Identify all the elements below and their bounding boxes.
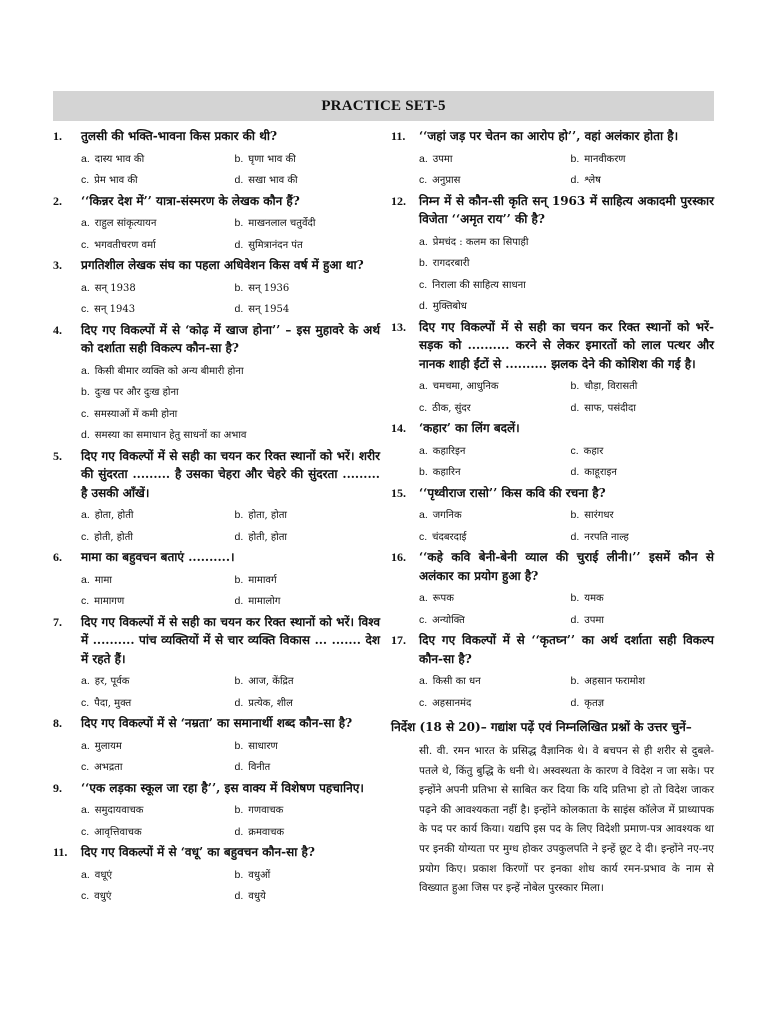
right-question-list (391, 127, 714, 714)
question-number: 2. (53, 193, 62, 208)
answer-option (419, 462, 563, 484)
option-letter: d. (570, 466, 580, 478)
option-letter: a. (81, 509, 90, 521)
option-text: दुःख पर और दुःख होना (94, 387, 179, 398)
option-letter: b. (570, 380, 580, 392)
option-text: चमचमा, आधुनिक (432, 381, 499, 392)
option-letter: d. (234, 825, 244, 838)
option-text: प्रेम भाव की (94, 175, 138, 186)
answer-option (81, 570, 227, 592)
question-number: 9. (53, 780, 62, 795)
option-text: पैदा, मुक्त (94, 697, 132, 709)
question-item (53, 256, 380, 321)
option-letter: d. (234, 530, 244, 543)
answer-option (235, 671, 381, 693)
answer-option (235, 736, 381, 758)
answer-option (235, 886, 381, 908)
option-text: आवृत्तिवाचक (94, 826, 142, 838)
option-text: होता, होती (94, 510, 134, 521)
option-text: होता, होता (248, 510, 288, 521)
answer-option (235, 693, 381, 715)
question-text: दिए गए विकल्पों में से ‘नम्रता’ का समानार्थी शब्द कौन-सा है? (81, 716, 353, 730)
answer-option (81, 865, 227, 887)
option-letter: a. (419, 235, 428, 248)
question-item (53, 548, 380, 613)
practice-set-banner (53, 91, 714, 121)
option-list (419, 376, 714, 419)
option-letter: d. (570, 696, 580, 709)
answer-option (571, 462, 715, 484)
answer-option (419, 693, 563, 715)
option-letter: b. (570, 509, 580, 521)
option-text: काहूराइन (584, 467, 617, 478)
option-text: श्लेष (584, 175, 601, 186)
answer-option (419, 275, 714, 297)
answer-option (419, 671, 563, 693)
option-letter: b. (570, 592, 580, 604)
option-text: कहारिइन (432, 445, 466, 457)
answer-option (419, 527, 563, 549)
question-text: ‘‘जहां जड़ पर चेतन का आरोप हो’’, वहां अलंकार होता है। (419, 129, 679, 143)
option-letter: c. (81, 303, 90, 315)
question-text: मामा का बहुवचन बताएं ..........। (81, 550, 235, 564)
answer-option (81, 235, 227, 257)
question-number: 6. (53, 550, 62, 564)
option-letter: d. (234, 761, 244, 773)
option-list (81, 736, 380, 779)
answer-option (571, 610, 715, 632)
option-text: रागदरबारी (432, 258, 470, 269)
option-text: अन्योक्ति (432, 614, 465, 626)
question-text: दिए गए विकल्पों में से ‘‘कृतघ्न’’ का अर्थ दर्शाता सही विकल्प कौन-सा है? (419, 633, 714, 666)
answer-option (81, 299, 227, 321)
option-text: किसी बीमार व्यक्ति को अन्य बीमारी होना (94, 365, 244, 377)
option-letter: d. (234, 696, 244, 709)
answer-option (571, 693, 715, 715)
question-item (391, 419, 714, 484)
option-list (419, 441, 714, 484)
option-letter: c. (419, 696, 428, 709)
question-text: ‘‘पृथ्वीराज रासो’’ किस कवि की रचना है? (419, 485, 606, 500)
answer-option (419, 376, 563, 398)
option-letter: b. (234, 675, 244, 687)
answer-option (235, 149, 381, 171)
option-text: साधारण (248, 740, 278, 752)
option-text: उपमा (584, 614, 604, 626)
question-item (53, 779, 380, 844)
option-text: वधुये (248, 891, 266, 902)
question-number: 5. (53, 448, 62, 463)
question-number: 4. (53, 322, 62, 337)
option-text: किसी का धन (432, 676, 481, 687)
option-letter: c. (81, 407, 90, 420)
answer-option (81, 404, 380, 426)
question-item (391, 548, 714, 631)
option-letter: b. (234, 868, 244, 881)
answer-option (81, 278, 227, 300)
question-item (391, 631, 714, 714)
option-letter: c. (419, 174, 428, 186)
option-letter: d. (419, 300, 428, 312)
question-item (391, 192, 714, 318)
answer-option (571, 588, 715, 610)
option-letter: d. (570, 401, 580, 414)
option-letter: d. (570, 530, 580, 543)
option-text: यमक (584, 593, 604, 604)
answer-option (235, 278, 381, 300)
answer-option (419, 398, 563, 420)
option-text: जगनिक (432, 510, 462, 521)
answer-option (571, 671, 715, 693)
option-text: सन् 1943 (94, 304, 136, 315)
option-letter: b. (81, 386, 90, 398)
answer-option (235, 865, 381, 887)
option-text: चौड़ा, विरासती (584, 381, 638, 392)
option-text: समस्याओं में कमी होना (94, 408, 178, 420)
answer-option (235, 570, 381, 592)
question-number: 3. (53, 258, 62, 272)
option-letter: c. (419, 401, 428, 414)
answer-option (81, 361, 380, 383)
question-number: 11. (53, 845, 68, 859)
option-text: ठीक, सुंदर (432, 402, 471, 414)
option-letter: b. (570, 152, 580, 165)
option-text: घृणा भाव की (248, 153, 296, 165)
option-text: कहारिन (432, 467, 461, 478)
answer-option (81, 527, 227, 549)
option-letter: a. (81, 217, 90, 229)
option-text: कहार (583, 445, 604, 457)
option-text: सखा भाव की (248, 175, 298, 186)
question-number: 11. (391, 129, 406, 143)
option-letter: d. (234, 890, 244, 902)
question-item (391, 127, 714, 192)
answer-option (419, 253, 714, 275)
option-text: मामागण (94, 596, 125, 607)
option-letter: d. (81, 429, 90, 441)
option-letter: c. (81, 825, 90, 838)
answer-option (81, 671, 227, 693)
option-list (419, 149, 714, 192)
answer-option (419, 610, 563, 632)
question-number: 15. (391, 485, 406, 500)
question-text: दिए गए विकल्पों में से सही का चयन कर रिक्त स्थानों को भरें। विश्व में .......... पांच व्यक्तियों में से चार व्यक्ति विकास ... ....... देश में रहते हैं। (81, 614, 380, 666)
option-list (419, 588, 714, 631)
option-text: अहसानमंद (432, 697, 472, 709)
question-text: निम्न में से कौन-सी कृति सन् 1963 में साहित्य अकादमी पुरस्कार विजेता ‘‘अमृत राय’’ की है? (419, 193, 714, 226)
option-list (81, 361, 380, 447)
option-letter: c. (81, 890, 90, 902)
question-item (391, 318, 714, 420)
question-text: प्रगतिशील लेखक संघ का पहला अधिवेशन किस वर्ष में हुआ था? (81, 258, 364, 272)
option-letter: a. (81, 804, 90, 816)
question-text: दिए गए विकल्पों में से सही का चयन कर रिक्त स्थानों को भरें- सड़क को .......... करने से लेकर इमारतों को लाल पत्थर और नानक शाही ईंटों से .......... झलक देने की कोशिश की गई है। (419, 319, 714, 371)
question-item (53, 447, 380, 549)
option-letter: d. (234, 303, 244, 315)
option-letter: d. (234, 174, 244, 186)
answer-option (571, 170, 715, 192)
option-letter: b. (570, 675, 580, 687)
answer-option (571, 376, 715, 398)
answer-option (81, 505, 227, 527)
option-letter: a. (81, 739, 90, 752)
answer-option (419, 232, 714, 254)
option-list (419, 232, 714, 318)
option-letter: a. (419, 152, 428, 165)
option-text: सारंगधर (584, 510, 614, 521)
option-letter: c. (81, 238, 90, 251)
option-letter: c. (81, 696, 90, 709)
question-item (53, 613, 380, 715)
option-text: माखनलाल चतुर्वेदी (248, 218, 316, 229)
option-text: मुक्तिबोध (432, 301, 467, 312)
question-text: दिए गए विकल्पों में से सही का चयन कर रिक्त स्थानों को भरें। शरीर की सुंदरता ......... है उसका चेहरा और चेहरे की सुंदरता ......... है उसकी आँखें। (81, 448, 380, 500)
option-text: साफ, पसंदीदा (584, 402, 636, 414)
option-text: होती, होता (248, 531, 288, 543)
answer-option (235, 527, 381, 549)
option-text: वधुओं (248, 869, 271, 881)
option-letter: d. (234, 595, 244, 607)
answer-option (571, 527, 715, 549)
option-text: मुलायम (94, 740, 122, 752)
option-text: अभद्रता (94, 762, 123, 773)
option-text: मानवीकरण (584, 153, 626, 165)
answer-option (235, 235, 381, 257)
option-text: प्रत्येक, शील (248, 697, 293, 709)
answer-option (81, 757, 227, 779)
option-letter: a. (81, 281, 90, 294)
reading-passage: सी. वी. रमन भारत के प्रसिद्ध वैज्ञानिक थे। वे बचपन से ही शरीर से दुबले-पतले थे, किंतु बुद्धि के धनी थे। अस्वस्थता के कारण वे विदेश न जा सके। पर इन्होंने अपनी प्रतिभा से साबित कर दिया कि यदि प्रतिभा हो तो विदेश जाकर पढ़ने की आवश्यकता नहीं है। इन्होंने कोलकाता के साइंस कॉलेज में प्राध्यापक के पद पर कार्य किया। यद्यपि इस पद के लिए विदेशी प्रमाण-पत्र आवश्यक था पर इनकी योग्यता पर मुग्ध होकर उपकुलपति ने इन्हें छूट दे दी। इन्होंने नए-नए प्रयोग किए। प्रकाश किरणों पर इनका शोध कार्य रमन-प्रभाव के नाम से विख्यात हुआ जिस पर इन्हें नोबेल पुरस्कार मिला। (419, 745, 714, 895)
question-text: ‘कहार’ का लिंग बदलें। (419, 421, 520, 435)
option-letter: d. (570, 174, 580, 186)
option-text: गणवाचक (248, 805, 284, 816)
answer-option (419, 170, 563, 192)
answer-option (235, 299, 381, 321)
page-title: PRACTICE SET-5 (321, 97, 446, 114)
answer-option (81, 886, 227, 908)
option-text: उपमा (432, 153, 453, 165)
answer-option (81, 213, 227, 235)
question-text: तुलसी की भक्ति-भावना किस प्रकार की थी? (81, 129, 277, 143)
question-text: दिए गए विकल्पों में से ‘वधू’ का बहुवचन कौन-सा है? (81, 845, 315, 859)
option-list (81, 800, 380, 843)
question-item (53, 321, 380, 447)
option-text: सन् 1936 (248, 282, 290, 294)
option-letter: b. (234, 152, 244, 165)
question-item (391, 484, 714, 549)
option-list (81, 505, 380, 548)
question-number: 12. (391, 193, 406, 208)
option-letter: a. (81, 675, 90, 687)
option-list (81, 671, 380, 714)
option-letter: b. (419, 257, 428, 269)
option-text: सुमित्रानंदन पंत (248, 239, 303, 251)
option-text: वधुएं (94, 891, 112, 902)
option-text: अहसान फरामोश (584, 676, 646, 687)
passage-directions: निर्देश (18 से 20)– गद्यांश पढ़ें एवं निम्नलिखित प्रश्नों के उत्तर चुनें– (391, 720, 692, 734)
option-letter: d. (234, 238, 244, 251)
option-letter: a. (419, 592, 428, 604)
answer-option (235, 170, 381, 192)
option-text: दास्य भाव की (94, 153, 145, 165)
question-text: दिए गए विकल्पों में से ‘कोढ़ में खाज होना’’ – इस मुहावरे के अर्थ को दर्शाता सही विकल्प कौन-सा है? (81, 322, 380, 355)
option-letter: a. (81, 364, 90, 377)
answer-option (235, 800, 381, 822)
option-list (81, 149, 380, 192)
option-text: अनुप्रास (432, 175, 461, 186)
option-letter: a. (419, 509, 428, 521)
option-letter: a. (419, 380, 428, 392)
answer-option (419, 149, 563, 171)
option-text: मामा (94, 574, 112, 586)
answer-option (571, 149, 715, 171)
option-letter: c. (419, 530, 428, 543)
question-item (53, 127, 380, 192)
option-text: मामालोग (248, 596, 281, 607)
answer-option (419, 296, 714, 318)
answer-option (235, 591, 381, 613)
question-number: 8. (53, 716, 62, 730)
question-text: ‘‘कहे कवि बेनी-बेनी व्याल की चुराई लीनी।’’ इसमें कौन से अलंकार का प्रयोग हुआ है? (419, 550, 714, 583)
answer-option (235, 822, 381, 844)
option-list (419, 671, 714, 714)
option-text: विनीत (248, 762, 271, 773)
question-text: ‘‘एक लड़का स्कूल जा रहा है’’, इस वाक्य में विशेषण पहचानिए। (81, 780, 364, 795)
option-letter: b. (234, 509, 244, 521)
option-text: समुदायवाचक (94, 805, 144, 816)
answer-option (419, 505, 563, 527)
option-text: आज, केंद्रित (248, 676, 294, 687)
option-letter: c. (81, 174, 90, 186)
answer-option (419, 441, 563, 463)
option-text: प्रेमचंद : कलम का सिपाही (432, 236, 529, 248)
answer-option (81, 693, 227, 715)
option-text: सन् 1954 (248, 304, 290, 315)
answer-option (81, 591, 227, 613)
option-text: क्रमवाचक (248, 826, 285, 838)
question-number: 16. (391, 550, 406, 564)
question-number: 17. (391, 633, 406, 647)
answer-option (81, 382, 380, 404)
answer-option (571, 441, 715, 463)
left-question-column (53, 127, 380, 908)
option-text: हर, पूर्वक (94, 676, 130, 687)
answer-option (81, 170, 227, 192)
option-letter: c. (419, 613, 428, 626)
option-text: चंदबरदाई (432, 531, 467, 543)
option-letter: c. (81, 761, 90, 773)
answer-option (571, 505, 715, 527)
right-question-column (391, 127, 714, 899)
question-item (53, 843, 380, 908)
option-text: राहुल सांकृत्यायन (94, 218, 157, 229)
answer-option (235, 757, 381, 779)
option-letter: d. (570, 613, 580, 626)
question-number: 13. (391, 319, 406, 334)
option-letter: c. (570, 444, 579, 457)
option-text: रूपक (432, 593, 454, 604)
option-letter: a. (81, 868, 90, 881)
option-letter: a. (81, 573, 90, 586)
option-text: नरपति नाल्ह (584, 531, 629, 543)
answer-option (81, 736, 227, 758)
option-list (81, 570, 380, 613)
option-text: मामावर्ग (248, 574, 277, 586)
option-list (419, 505, 714, 548)
option-letter: b. (234, 739, 244, 752)
question-number: 1. (53, 129, 62, 143)
question-number: 7. (53, 614, 62, 629)
option-letter: c. (81, 530, 90, 543)
option-letter: b. (234, 573, 244, 586)
question-item (53, 714, 380, 779)
option-letter: c. (81, 595, 90, 607)
answer-option (81, 822, 227, 844)
option-letter: a. (81, 152, 90, 165)
option-text: भगवतीचरण वर्मा (94, 239, 156, 251)
option-text: निराला की साहित्य साधना (432, 279, 526, 291)
answer-option (419, 588, 563, 610)
question-number: 14. (391, 421, 406, 435)
question-text: ‘‘किन्नर देश में’’ यात्रा-संस्मरण के लेखक कौन हैं? (81, 193, 300, 208)
option-letter: b. (234, 217, 244, 229)
option-letter: b. (234, 281, 244, 294)
answer-option (235, 505, 381, 527)
answer-option (235, 213, 381, 235)
answer-option (81, 425, 380, 447)
option-list (81, 865, 380, 908)
option-letter: c. (419, 278, 428, 291)
option-text: होती, होती (94, 531, 133, 543)
option-letter: a. (419, 675, 428, 687)
answer-option (81, 149, 227, 171)
option-text: वधूएं (94, 869, 113, 881)
option-list (81, 213, 380, 256)
option-text: सन् 1938 (94, 282, 136, 294)
answer-option (81, 800, 227, 822)
option-letter: a. (419, 444, 428, 457)
option-list (81, 278, 380, 321)
option-letter: b. (419, 466, 428, 478)
question-item (53, 192, 380, 257)
answer-option (571, 398, 715, 420)
option-text: समस्या का समाधान हेतु साधनों का अभाव (94, 430, 247, 441)
option-letter: b. (234, 804, 244, 816)
option-text: कृतज्ञ (584, 697, 605, 709)
